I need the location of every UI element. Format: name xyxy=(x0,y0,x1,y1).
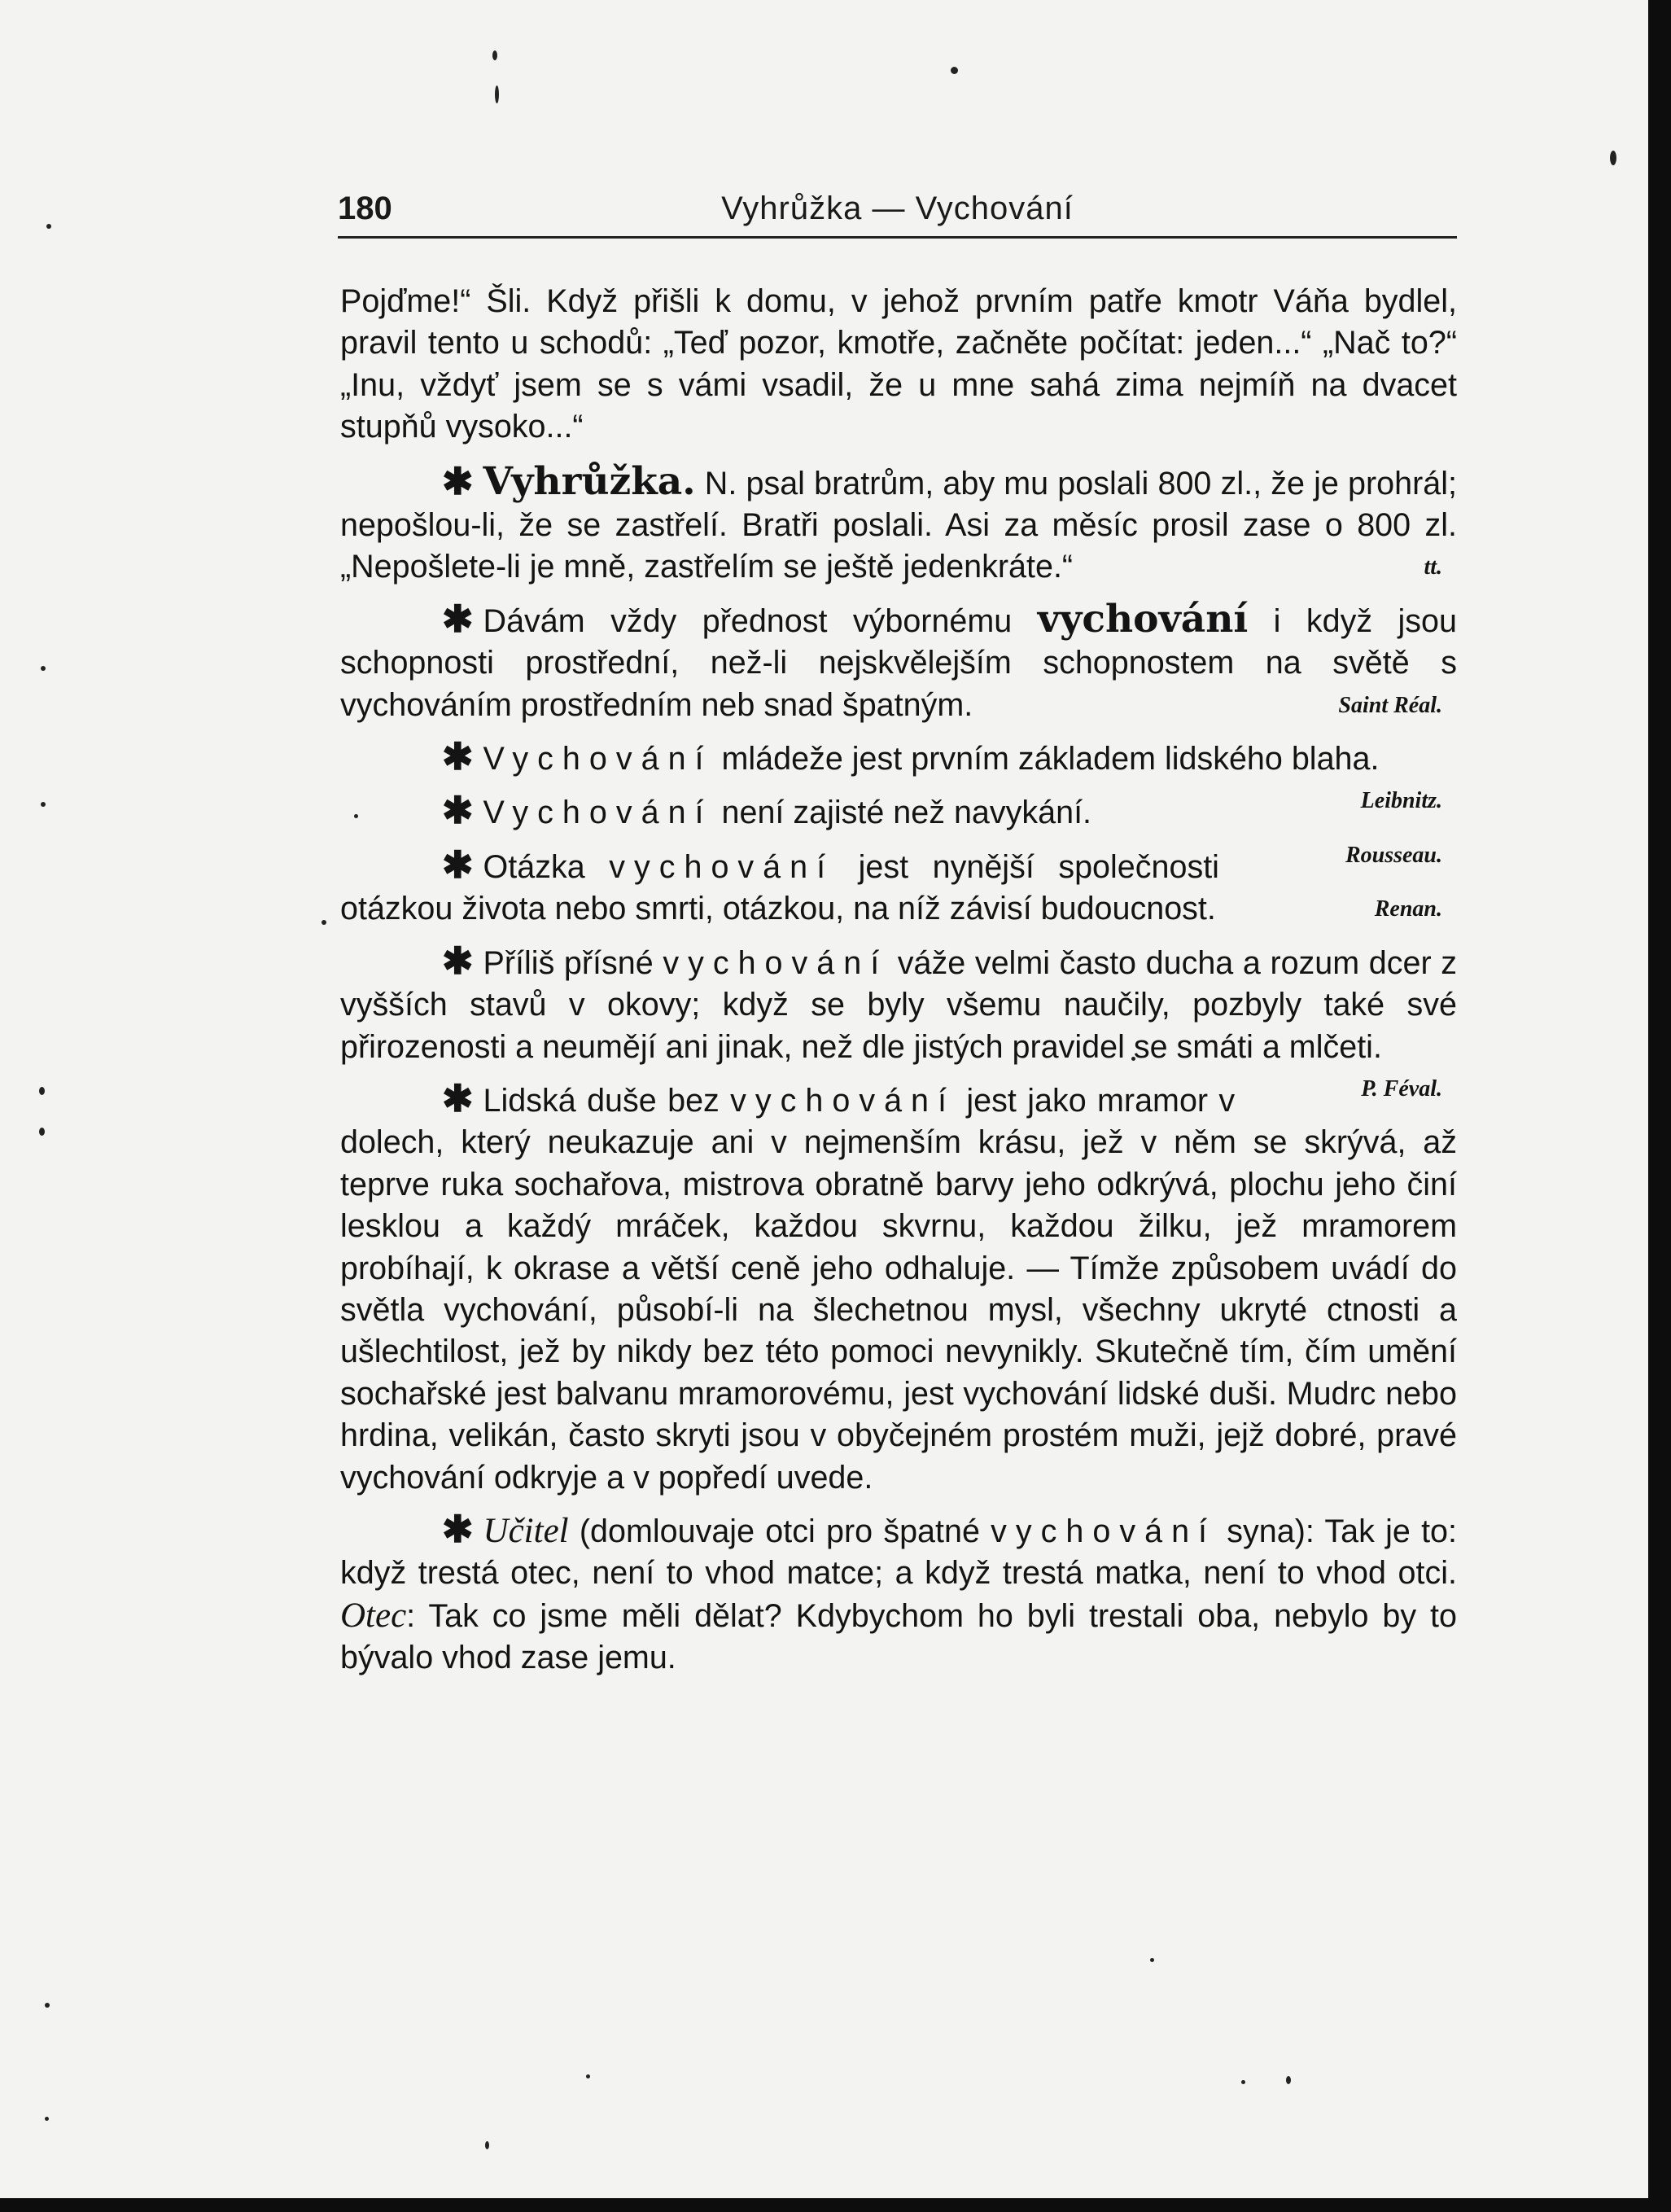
scan-speck xyxy=(322,920,326,925)
entry-text: Otázka xyxy=(483,848,610,885)
scan-speck xyxy=(1150,1958,1154,1962)
page-header xyxy=(338,187,1457,239)
entry-spaced-word: vychování xyxy=(730,1082,956,1119)
entry-spaced-word: vychování xyxy=(609,848,835,885)
speaker-teacher: Učitel xyxy=(483,1511,569,1550)
entry-text: : Tak co jsme měli dělat? Kdybychom ho byli trestali oba, nebylo by to bývalo vhod zase jemu. xyxy=(340,1597,1457,1676)
scan-speck xyxy=(39,1087,45,1095)
entry-text: syna): Tak je to: když trestá otec, není to vhod matce; a když trestá matka, není to vhod otci. xyxy=(340,1513,1457,1592)
asterisk-icon: ✱ xyxy=(442,843,474,886)
scan-speck xyxy=(45,2003,50,2008)
scan-speck xyxy=(492,50,497,60)
entry-text: jest nynější společnosti otázkou života nebo smrti, otázkou, na níž závisí budoucnost. xyxy=(340,848,1219,927)
entry-text: mládeže jest prvním základem lidského blaha. xyxy=(712,741,1380,777)
asterisk-icon: ✱ xyxy=(442,1076,474,1119)
scan-speck xyxy=(39,1128,45,1136)
entry-spaced-word: vychování xyxy=(663,944,889,981)
entry-spaced-word: Vychování xyxy=(483,741,713,777)
scan-speck xyxy=(586,2074,590,2078)
entry-text: (domlouvaje otci pro špatné xyxy=(568,1513,991,1549)
entry-attribution: Renan. xyxy=(1374,896,1442,922)
scan-speck xyxy=(1241,2080,1245,2084)
asterisk-icon: ✱ xyxy=(442,735,474,778)
scan-speck xyxy=(495,85,499,103)
asterisk-icon: ✱ xyxy=(442,1507,474,1550)
scan-speck xyxy=(41,802,46,807)
scan-edge-right xyxy=(1648,0,1671,2212)
continuation-paragraph xyxy=(340,281,1457,449)
entry-attribution: Rousseau. xyxy=(1345,842,1442,868)
scan-speck xyxy=(951,67,958,74)
scan-edge-bottom xyxy=(0,2198,1671,2212)
scan-speck xyxy=(1286,2076,1291,2084)
asterisk-icon: ✱ xyxy=(442,789,474,832)
entry-quote xyxy=(340,1078,1457,1499)
entry-text: Lidská duše bez xyxy=(483,1082,731,1119)
scan-speck xyxy=(46,224,51,229)
scan-speck xyxy=(41,666,46,671)
page-number: 180 xyxy=(338,191,392,226)
entry-attribution: tt. xyxy=(1424,554,1442,580)
page-body xyxy=(340,281,1457,1689)
scan-speck xyxy=(1610,151,1616,165)
entry-attribution: Leibnitz. xyxy=(1360,788,1442,814)
entry-quote xyxy=(340,598,1457,726)
speaker-father: Otec xyxy=(340,1596,407,1635)
entry-spaced-word: vychování xyxy=(991,1513,1217,1549)
entry-vyhruzka xyxy=(340,458,1457,589)
entry-text: N. psal bratrům, aby mu poslali 800 zl., že je prohrál; nepošlou-li, že se zastřelí. Bratři poslali. Asi za měsíc prosil zase o 800 zl. „Nepošlete-li je mně, zastřelím se ještě jedenkráte.“ xyxy=(340,465,1457,585)
entry-attribution: P. Féval. xyxy=(1361,1075,1442,1102)
entry-text: Dávám vždy přednost výbornému xyxy=(483,602,1038,639)
entry-text: Příliš přísné xyxy=(483,944,663,981)
asterisk-icon: ✱ xyxy=(442,939,474,982)
entry-text: jest jako mramor v dolech, který neukazuje ani v nejmenším krásu, jež v něm se skrývá, až teprve ruka sochařova, mistrova obratně barvy jeho odkrývá, plochu jeho činí lesklou a každý mráček, každou skvrnu, každou žilku, jež mramorem probíhají, k okrase a větší ceně jeho odhaluje. — Tímže způsobem uvádí do světla vychování, působí-li na šlechetnou mysl, všechny ukryté ctnosti a ušlechtilost, jež by nikdy bez této pomoci nevynikly. Skutečně tím, čím umění sochařské jest balvanu mramorovému, jest vychování lidské duši. Mudrc nebo hrdina, velikán, často skryti jsou v obyčejném prostém muži, jejž dobré, pravé vychování odkryje a v popředí uvede. xyxy=(340,1082,1457,1496)
entry-text: váže velmi často ducha a rozum dcer z vyšších stavů v okovy; když se byly všemu naučily, pozbyly také své přirozenosti a neumějí ani jinak, než dle jistých pravidel se smáti a mlčeti. xyxy=(340,944,1457,1065)
scan-speck xyxy=(485,2141,489,2149)
running-title: Vyhrůžka — Vychování xyxy=(721,191,1074,226)
asterisk-icon: ✱ xyxy=(442,459,474,502)
entry-attribution: Saint Réal. xyxy=(1338,692,1442,718)
entry-text: není zajisté než navykání. xyxy=(712,795,1092,831)
entry-text: i když jsou schopnosti prostřední, než-li nejskvělejším schopnostem na světě s vychováním prostředním neb snad špatným. xyxy=(340,602,1457,723)
entry-keyword: Vyhrůžka. xyxy=(483,458,696,504)
entry-spaced-word: Vychování xyxy=(483,795,713,831)
entry-keyword: vychování xyxy=(1037,596,1249,642)
entry-anecdote xyxy=(340,1509,1457,1680)
continuation-text: Pojďme!“ Šli. Když přišli k domu, v jehož prvním patře kmotr Váňa bydlel, pravil tento u schodů: „Teď pozor, kmotře, začněte počítat: jeden...“ „Nač to?“ „Inu, vždyť jsem se s vámi vsadil, že u mne sahá zima nejmíň na dvacet stupňů vysoko...“ xyxy=(340,283,1457,445)
scan-speck xyxy=(45,2117,49,2121)
asterisk-icon: ✱ xyxy=(442,597,474,640)
